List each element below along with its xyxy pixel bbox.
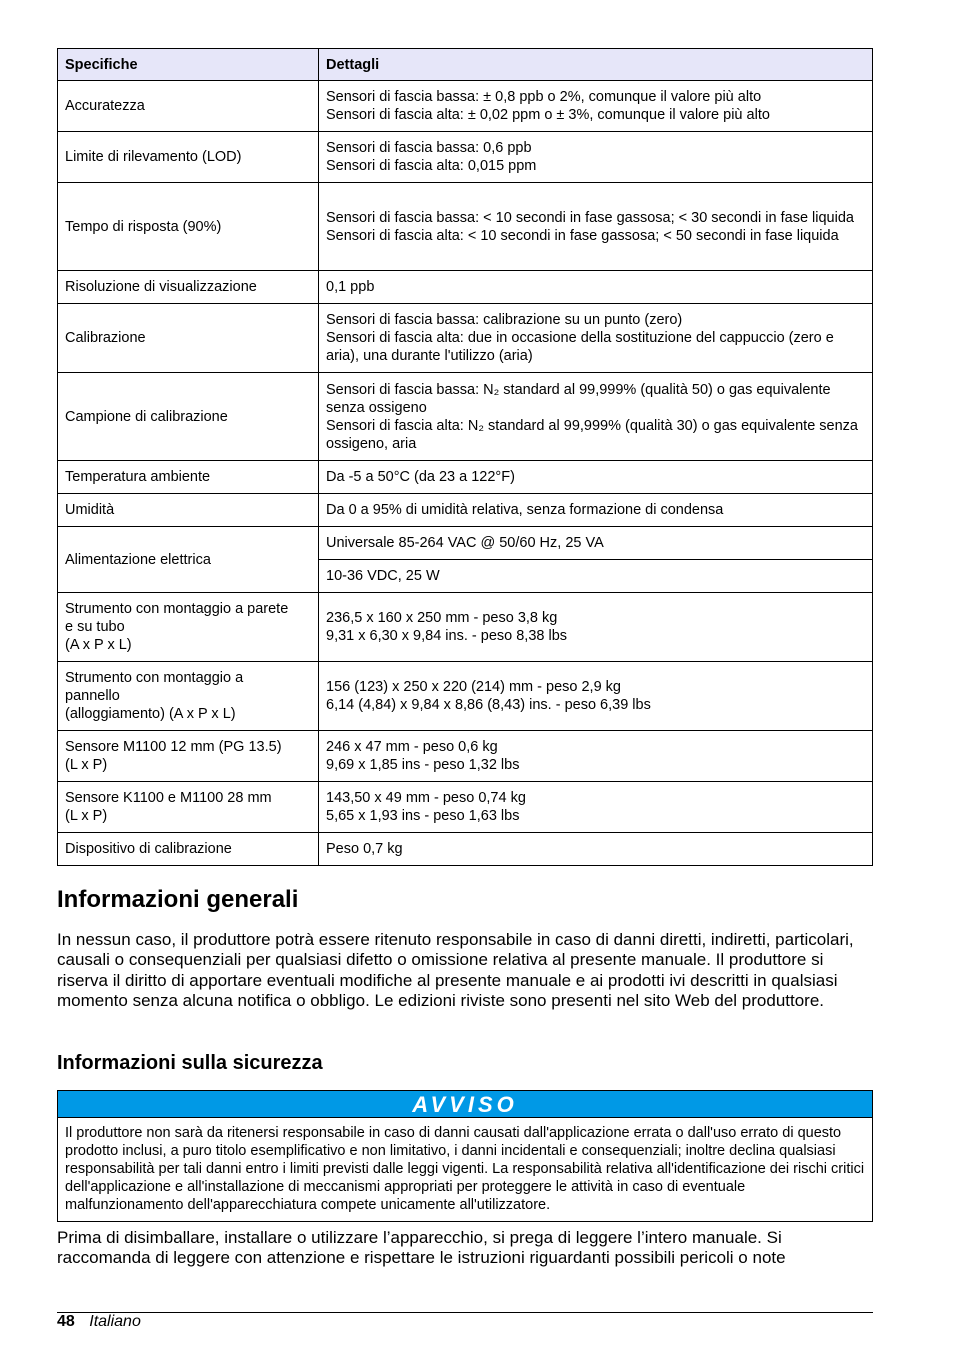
details-cell: [319, 833, 873, 866]
details-cell: [319, 560, 873, 593]
details-cell: [319, 494, 873, 527]
spec-text: Dispositivo di calibrazione: [65, 841, 232, 857]
spec-text: (L x P): [65, 757, 108, 773]
details-cell: [319, 81, 873, 132]
details-cell: [319, 373, 873, 461]
details-text: 10-36 VDC, 25 W: [326, 568, 440, 584]
details-cell: [319, 527, 873, 560]
details-text: 9,69 x 1,85 ins - peso 1,32 lbs: [326, 757, 520, 773]
spec-cell: [58, 373, 319, 461]
spec-text: Calibrazione: [65, 330, 146, 346]
table-row: [58, 494, 873, 527]
spec-cell: [58, 662, 319, 731]
details-text: Sensori di fascia alta: 0,015 ppm: [326, 158, 537, 174]
spec-text: Accuratezza: [65, 98, 145, 114]
details-text: Sensori di fascia bassa: ± 0,8 ppb o 2%, comunque il valore più alto: [326, 89, 762, 105]
spec-text: Limite di rilevamento (LOD): [65, 149, 242, 165]
spec-text: Risoluzione di visualizzazione: [65, 279, 257, 295]
spec-cell: [58, 81, 319, 132]
details-text: 0,1 ppb: [326, 279, 375, 295]
table-row: [58, 833, 873, 866]
spec-text: pannello: [65, 688, 120, 704]
details-cell: [319, 304, 873, 373]
table-row: [58, 782, 873, 833]
table-row: [58, 132, 873, 183]
spec-cell: [58, 304, 319, 373]
general-info-text: In nessun caso, il produttore potrà essere ritenuto responsabile in caso di danni diretti, indiretti, particolari, causali o consequenziali per qualsiasi difetto o omissione relativa al presente manuale. Il produttore si riserva il diritto di apportare eventuali modifiche al presente manuale e ai prodotti ivi descritti in qualsiasi momento senza alcuna notifica o obbligo. Le edizioni riviste sono presenti nel sito Web del produttore.: [57, 930, 854, 1010]
table-row: [58, 373, 873, 461]
details-text: Universale 85-264 VAC @ 50/60 Hz, 25 VA: [326, 535, 604, 551]
specifications-table: [57, 48, 873, 866]
details-text: Sensori di fascia bassa: 0,6 ppb: [326, 140, 532, 156]
spec-cell: [58, 494, 319, 527]
notice-box: [57, 1090, 873, 1222]
details-cell: [319, 593, 873, 662]
notice-title: AVVISO: [58, 1091, 872, 1118]
spec-text: (A x P x L): [65, 637, 132, 653]
spec-cell: [58, 461, 319, 494]
details-text: Da 0 a 95% di umidità relativa, senza formazione di condensa: [326, 502, 724, 518]
table-row: [58, 304, 873, 373]
details-cell: [319, 461, 873, 494]
details-cell: [319, 132, 873, 183]
details-text: Peso 0,7 kg: [326, 841, 403, 857]
details-text: 236,5 x 160 x 250 mm - peso 3,8 kg: [326, 610, 558, 626]
spec-text: Sensore K1100 e M1100 28 mm: [65, 790, 272, 806]
table-row: [58, 81, 873, 132]
general-info-heading: Informazioni generali: [57, 886, 299, 913]
details-cell: [319, 271, 873, 304]
table-header-specs: Specifiche: [58, 49, 319, 81]
details-text: Sensori di fascia bassa: < 10 secondi in fase gassosa; < 30 secondi in fase liquida: [326, 209, 854, 226]
spec-text: (L x P): [65, 808, 108, 824]
spec-text: e su tubo: [65, 619, 125, 635]
table-header-row: [58, 49, 873, 81]
spec-text: Umidità: [65, 502, 115, 518]
notice-text: Il produttore non sarà da ritenersi responsabile in caso di danni causati dall'applicazione errata o dall'uso errato di questo prodotto inclusi, a puro titolo esemplificativo e non limitativo, i danni incidentali e consequenziali; inoltre declina qualsiasi responsabilità per tali danni entro i limiti previsti dalle leggi vigenti. La responsabilità relativa all'identificazione dei rischi critici dell'applicazione e all'installazione di meccanismi appropriati per proteggere le attività in caso di eventuale malfunzionamento dell'apparecchiatura compete unicamente all'utilizzatore.: [65, 1125, 865, 1213]
table-row: [58, 593, 873, 662]
details-text: 156 (123) x 250 x 220 (214) mm - peso 2,9 kg: [326, 679, 621, 695]
table-row: [58, 183, 873, 271]
spec-cell: [58, 731, 319, 782]
spec-cell: [58, 593, 319, 662]
details-text: Sensori di fascia alta: ± 0,02 ppm o ± 3%, comunque il valore più alto: [326, 107, 770, 123]
spec-text: Campione di calibrazione: [65, 408, 228, 425]
safety-info-text: Prima di disimballare, installare o utilizzare l’apparecchio, si prega di leggere l’intero manuale. Si raccomanda di leggere con attenzione e rispettare le istruzioni riguardanti possibili pericoli o note: [57, 1228, 786, 1268]
details-text: Sensori di fascia alta: < 10 secondi in fase gassosa; < 50 secondi in fase liquida: [326, 227, 839, 244]
page-footer: [57, 1313, 141, 1331]
table-row: [58, 662, 873, 731]
details-text: 9,31 x 6,30 x 9,84 ins. - peso 8,38 lbs: [326, 628, 568, 644]
spec-cell: [58, 833, 319, 866]
spec-cell: [58, 183, 319, 271]
details-text: Sensori di fascia bassa: calibrazione su un punto (zero): [326, 312, 683, 328]
details-cell: [319, 731, 873, 782]
spec-text: Strumento con montaggio a: [65, 670, 244, 686]
details-text: Sensori di fascia alta: due in occasione della sostituzione del cappuccio (zero e aria), una durante l'utilizzo (aria): [326, 330, 834, 364]
spec-cell: [58, 782, 319, 833]
spec-text: (alloggiamento) (A x P x L): [65, 706, 236, 722]
spec-cell: [58, 271, 319, 304]
table-row: [58, 527, 873, 560]
details-text: 5,65 x 1,93 ins - peso 1,63 lbs: [326, 808, 520, 824]
details-text: Sensori di fascia alta: N₂ standard al 99,999% (qualità 30) o gas equivalente senza ossigeno, aria: [326, 417, 858, 452]
table-row: [58, 731, 873, 782]
footer-divider: [57, 1312, 873, 1313]
details-text: 143,50 x 49 mm - peso 0,74 kg: [326, 790, 526, 806]
footer-language: Italiano: [89, 1313, 141, 1330]
spec-text: Temperatura ambiente: [65, 469, 211, 485]
details-cell: [319, 183, 873, 271]
page-number: 48: [57, 1313, 75, 1330]
table-row: [58, 461, 873, 494]
spec-text: Strumento con montaggio a parete: [65, 601, 289, 617]
spec-text: Sensore M1100 12 mm (PG 13.5): [65, 739, 282, 755]
spec-text: Alimentazione elettrica: [65, 551, 211, 568]
spec-cell: [58, 132, 319, 183]
details-text: Sensori di fascia bassa: N₂ standard al 99,999% (qualità 50) o gas equivalente senza ossigeno: [326, 381, 831, 416]
table-row: [58, 271, 873, 304]
spec-cell: [58, 527, 319, 593]
details-cell: [319, 782, 873, 833]
details-text: 246 x 47 mm - peso 0,6 kg: [326, 739, 498, 755]
table-header-details: Dettagli: [319, 49, 873, 81]
details-cell: [319, 662, 873, 731]
spec-text: Tempo di risposta (90%): [65, 218, 222, 235]
details-text: 6,14 (4,84) x 9,84 x 8,86 (8,43) ins. - peso 6,39 lbs: [326, 697, 651, 713]
safety-info-heading: Informazioni sulla sicurezza: [57, 1052, 323, 1074]
details-text: Da -5 a 50°C (da 23 a 122°F): [326, 469, 515, 485]
